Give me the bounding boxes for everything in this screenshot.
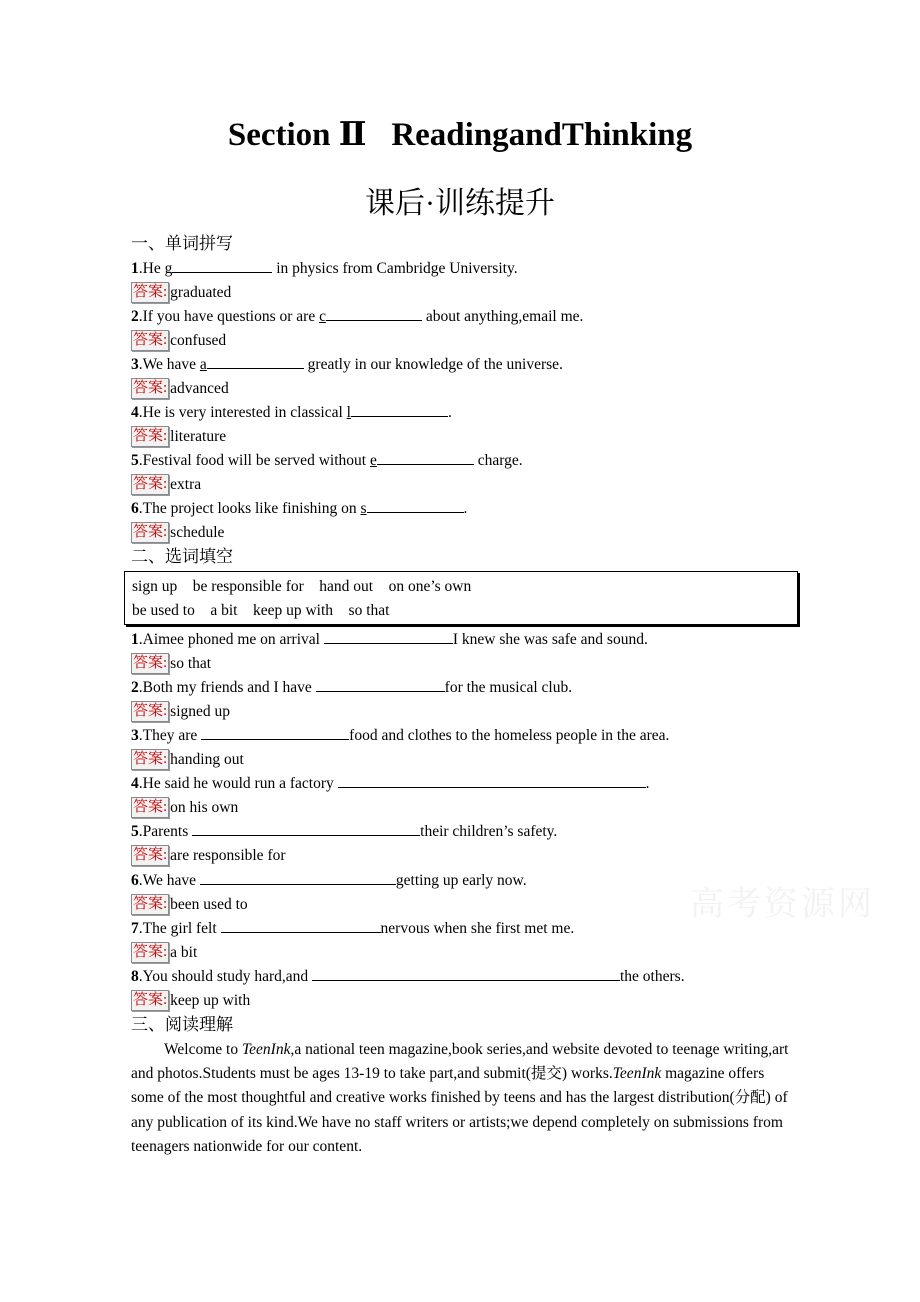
answer-text: schedule [170, 524, 225, 541]
question: 1.He g in physics from Cambridge University. [131, 257, 518, 281]
question: 5.Parents their children’s safety. [131, 820, 557, 844]
question: 7.The girl felt nervous when she first met me. [131, 917, 574, 941]
answer-tag: 答案: [131, 426, 169, 447]
watermark: 高考资源网 [690, 884, 875, 924]
question: 3.They are food and clothes to the homeless people in the area. [131, 724, 669, 748]
answer-tag: 答案: [131, 845, 169, 866]
answer-text: literature [170, 428, 227, 445]
question: 8.You should study hard,and the others. [131, 965, 685, 989]
answer [131, 281, 231, 305]
answer [131, 521, 224, 545]
answer-text: signed up [170, 703, 231, 720]
answer-tag: 答案: [131, 701, 169, 722]
reading-passage: Welcome to TeenInk,a national teen magazine,book series,and website devoted to teenage writing,art and photos.Students must be ages 13-19 to take part,and submit(提交) works.TeenInk magazine offers some of the most thoughtful and creative works finished by teens and has the largest distribution(分配) of any publication of its kind.We have no staff writers or artists;we depend completely on submissions from teenagers nationwide for our content. [131, 1041, 789, 1155]
question: 6.We have getting up early now. [131, 869, 527, 893]
word-box [124, 571, 798, 625]
question: 3.We have a greatly in our knowledge of the universe. [131, 353, 563, 377]
word-box-row: sign up be responsible for hand out on one’s own [132, 578, 472, 595]
answer [131, 377, 229, 401]
question: 1.Aimee phoned me on arrival I knew she was safe and sound. [131, 628, 648, 652]
question: 4.He said he would run a factory . [131, 772, 649, 796]
question: 5.Festival food will be served without e charge. [131, 449, 523, 473]
answer [131, 473, 201, 497]
answer-text: a bit [170, 944, 198, 961]
page-title: Section Ⅱ ReadingandThinking [227, 117, 693, 153]
answer [131, 748, 244, 772]
answer [131, 329, 226, 353]
answer-tag: 答案: [131, 378, 169, 399]
answer-text: advanced [170, 380, 229, 397]
answer [131, 893, 248, 917]
answer-text: are responsible for [170, 847, 286, 864]
answer-tag: 答案: [131, 894, 169, 915]
answer-text: keep up with [170, 992, 251, 1009]
section-heading-reading: 三、阅读理解 [131, 1015, 233, 1034]
answer [131, 941, 197, 965]
answer [131, 425, 226, 449]
answer-tag: 答案: [131, 990, 169, 1011]
answer [131, 989, 250, 1013]
page-subtitle: 课后·训练提升 [365, 187, 555, 220]
word-box-row: be used to a bit keep up with so that [132, 602, 390, 619]
question: 6.The project looks like finishing on s . [131, 497, 467, 521]
answer [131, 700, 230, 724]
answer-text: handing out [170, 751, 244, 768]
section-heading-fill-in: 二、选词填空 [131, 547, 233, 566]
answer-tag: 答案: [131, 522, 169, 543]
answer-tag: 答案: [131, 474, 169, 495]
answer-text: so that [170, 655, 212, 672]
question: 2.If you have questions or are c about anything,email me. [131, 305, 583, 329]
answer-tag: 答案: [131, 282, 169, 303]
question: 4.He is very interested in classical l . [131, 401, 452, 425]
answer-text: confused [170, 332, 227, 349]
answer-text: on his own [170, 799, 239, 816]
question: 2.Both my friends and I have for the musical club. [131, 676, 572, 700]
answer [131, 796, 238, 820]
answer [131, 652, 211, 676]
section-heading-spelling: 一、单词拼写 [131, 234, 233, 253]
answer-tag: 答案: [131, 749, 169, 770]
answer-tag: 答案: [131, 330, 169, 351]
answer [131, 844, 286, 868]
answer-tag: 答案: [131, 942, 169, 963]
answer-tag: 答案: [131, 797, 169, 818]
answer-text: graduated [170, 284, 232, 301]
answer-text: extra [170, 476, 202, 493]
answer-tag: 答案: [131, 653, 169, 674]
answer-text: been used to [170, 896, 248, 913]
